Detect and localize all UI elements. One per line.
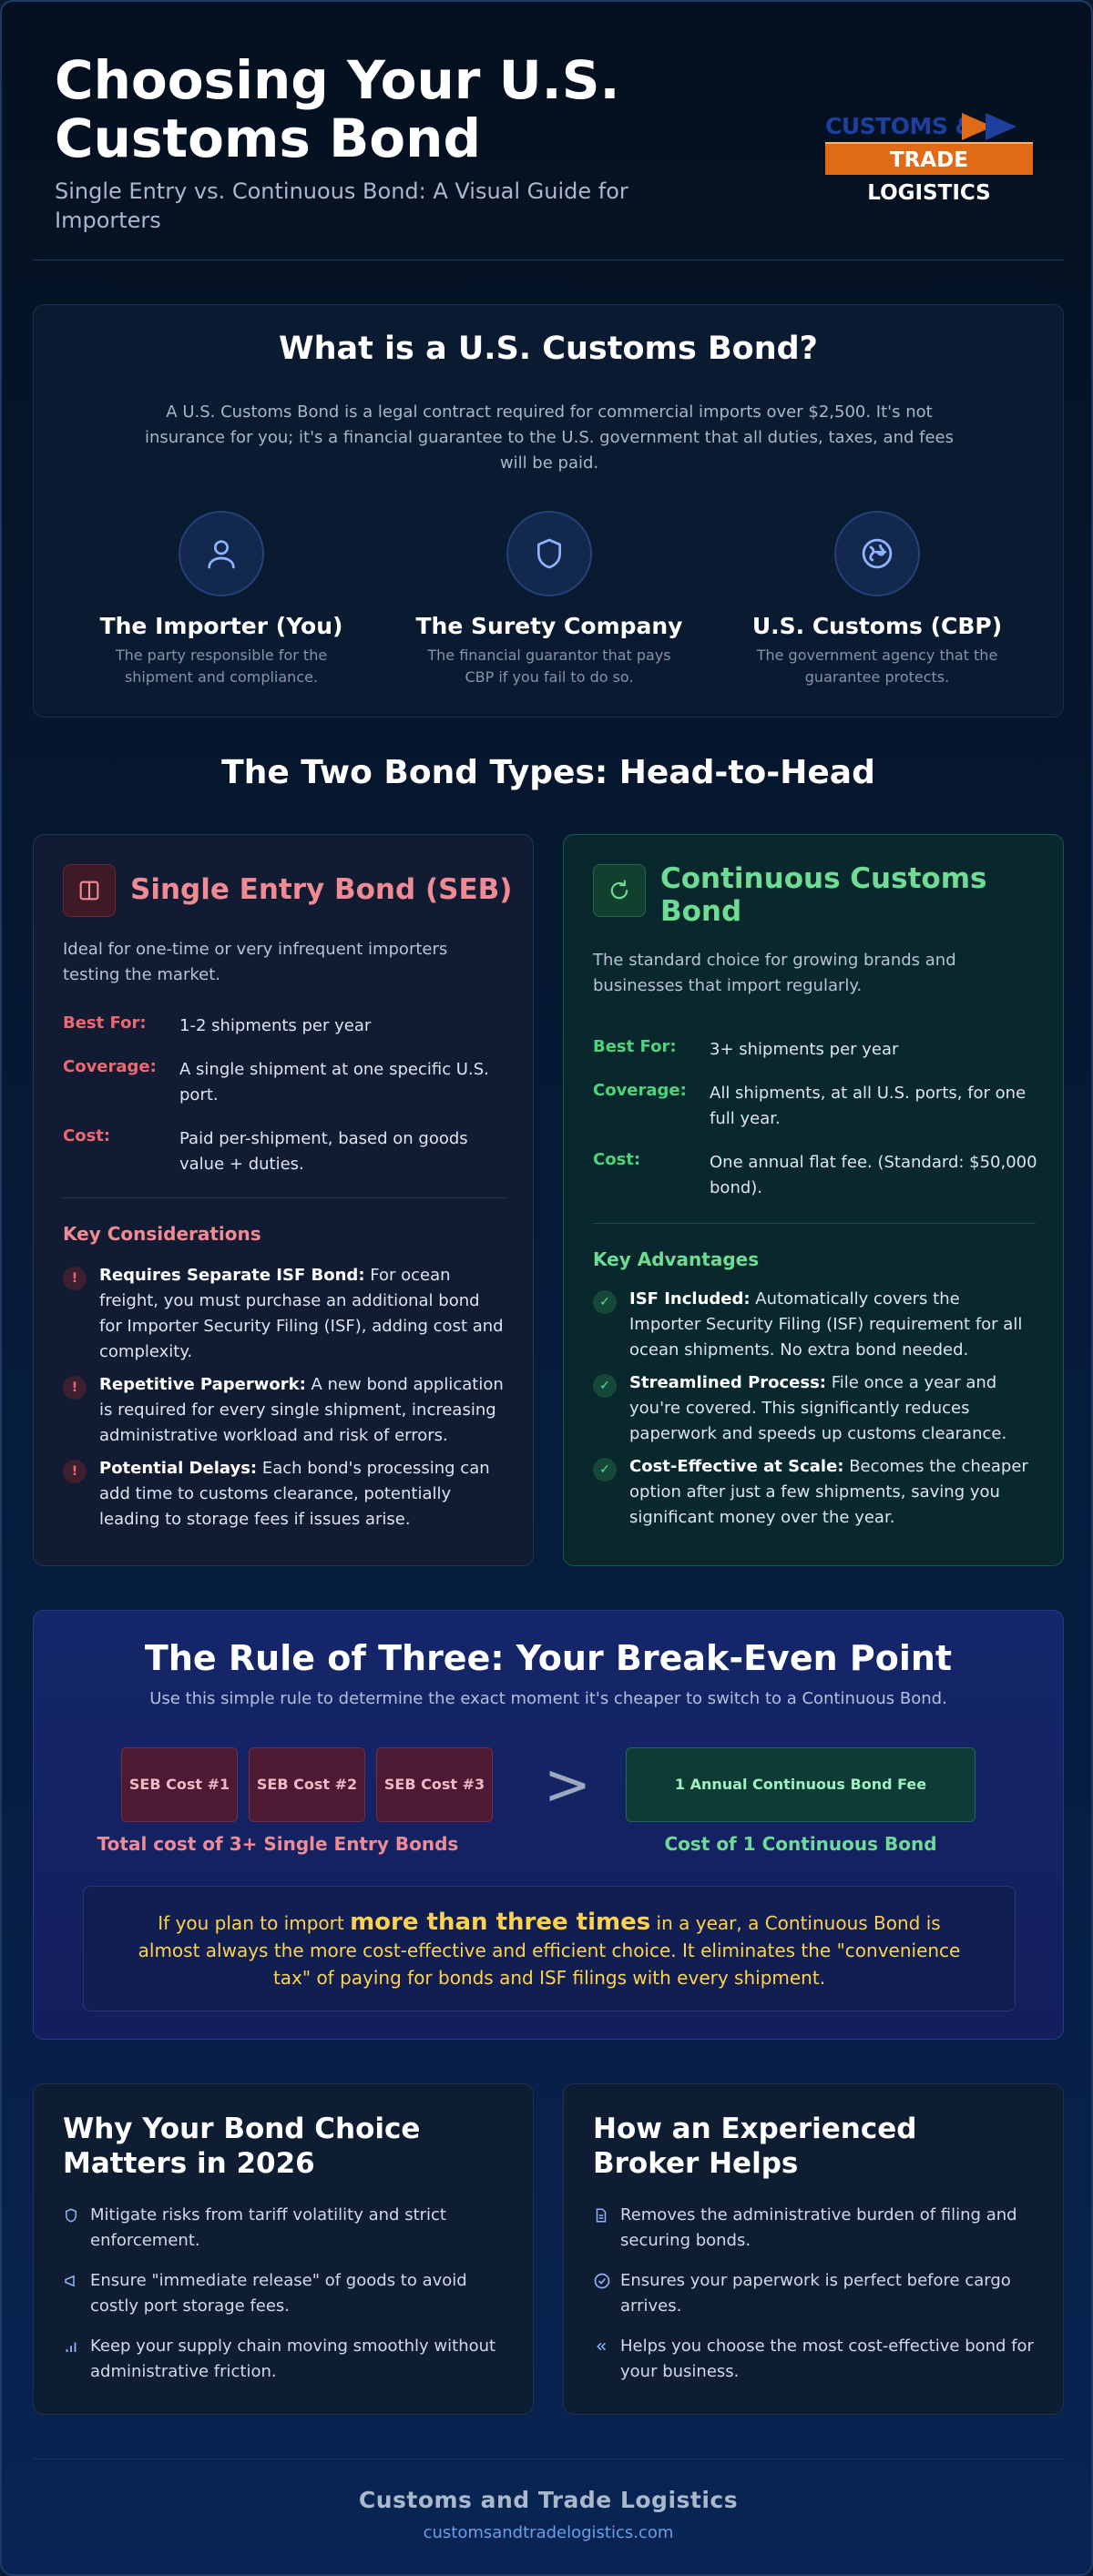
- ccb-fee-box: 1 Annual Continuous Bond Fee: [626, 1747, 976, 1822]
- kv-label: Coverage:: [63, 1057, 157, 1076]
- party-name: U.S. Customs (CBP): [751, 613, 1003, 639]
- broker-helps-card: [563, 2083, 1064, 2415]
- why-title: Why Your Bond Choice Matters in 2026: [63, 2113, 421, 2180]
- government-icon: [834, 511, 920, 596]
- check-icon: ✓: [593, 1374, 617, 1398]
- party-surety: [394, 511, 704, 688]
- chevrons-left-icon: [593, 2337, 609, 2356]
- logo-text-bottom: TRADE LOGISTICS: [825, 142, 1033, 175]
- warning-icon: !: [63, 1460, 87, 1483]
- item-text: For ocean freight, you must purchase an additional bond for Importer Security Filing (ISF), adding cost and complexity.: [99, 1266, 504, 1361]
- seb-list-title: Key Considerations: [63, 1223, 261, 1245]
- bar-chart-icon: [63, 2337, 79, 2356]
- ccb-total-label: Cost of 1 Continuous Bond: [664, 1833, 937, 1855]
- header: [33, 33, 1064, 260]
- kv-value: Paid per-shipment, based on goods value + duties.: [179, 1129, 468, 1174]
- kv-value: One annual flat fee. (Standard: $50,000 bond).: [710, 1153, 1037, 1197]
- footer: [33, 2459, 1064, 2550]
- ccb-list-title: Key Advantages: [593, 1248, 760, 1270]
- check-icon: ✓: [593, 1290, 617, 1314]
- kv-value: 3+ shipments per year: [710, 1040, 899, 1059]
- warning-icon: !: [63, 1376, 87, 1400]
- page-title: Choosing Your U.S. Customs Bond: [55, 49, 620, 169]
- kv-label: Cost:: [63, 1126, 111, 1145]
- seb-title: Single Entry Bond (SEB): [130, 873, 513, 906]
- item-text: File once a year and you're covered. This significantly reduces paperwork and speeds up customs clearance.: [629, 1373, 1007, 1443]
- logo-arrow-icon: [986, 113, 1016, 140]
- what-is-bond-card: [33, 304, 1064, 718]
- divider: [63, 1197, 506, 1198]
- item-bold: ISF Included:: [629, 1289, 751, 1308]
- item-text: Mitigate risks from tariff volatility and strict enforcement.: [90, 2205, 446, 2250]
- item-text: Each bond's processing can add time to customs clearance, potentially leading to storage fees if issues arise.: [99, 1459, 490, 1529]
- continuous-bond-card: [563, 834, 1064, 1566]
- rule-title: The Rule of Three: Your Break-Even Point: [144, 1638, 953, 1678]
- ccb-title: Continuous Customs Bond: [660, 862, 987, 928]
- item-text: Removes the administrative burden of filing and securing bonds.: [620, 2205, 1017, 2250]
- page-subtitle: Single Entry vs. Continuous Bond: A Visual Guide for Importers: [55, 178, 628, 233]
- document-icon: [593, 2206, 609, 2225]
- item-bold: Cost-Effective at Scale:: [629, 1457, 844, 1476]
- item-bold: Potential Delays:: [99, 1459, 258, 1478]
- party-importer: [66, 511, 376, 688]
- kv-value: 1-2 shipments per year: [179, 1016, 372, 1035]
- item-text: Helps you choose the most cost-effective bond for your business.: [620, 2337, 1034, 2381]
- what-is-title: What is a U.S. Customs Bond?: [279, 331, 818, 367]
- megaphone-icon: [63, 2272, 79, 2290]
- item-bold: Requires Separate ISF Bond:: [99, 1266, 365, 1285]
- seb-cost-box: SEB Cost #2: [249, 1747, 365, 1822]
- kv-value: A single shipment at one specific U.S. port.: [179, 1060, 489, 1105]
- rule-subtitle: Use this simple rule to determine the exact moment it's cheaper to switch to a Continuous Bond.: [149, 1689, 947, 1708]
- kv-label: Best For:: [63, 1013, 147, 1033]
- note-post: in a year, a Continuous Bond is almost always the more cost-effective and efficient choice. It eliminates the "convenience tax" of paying for bonds and ISF filings with every shipment.: [138, 1912, 961, 1989]
- what-is-body: A U.S. Customs Bond is a legal contract required for commercial imports over $2,500. It's not insurance for you; it's a financial guarantee to the U.S. government that all duties, taxes, and fees will be paid.: [144, 402, 954, 473]
- item-bold: Repetitive Paperwork:: [99, 1375, 306, 1394]
- company-logo: [825, 113, 1044, 204]
- item-text: Keep your supply chain moving smoothly without administrative friction.: [90, 2337, 496, 2381]
- seb-cost-box: SEB Cost #1: [121, 1747, 238, 1822]
- shield-icon: [506, 511, 592, 596]
- user-icon: [179, 511, 264, 596]
- party-desc: The financial guarantor that pays CBP if you fail to do so.: [427, 647, 671, 686]
- rule-of-three-card: [33, 1610, 1064, 2040]
- party-name: The Importer (You): [99, 613, 343, 639]
- kv-label: Best For:: [593, 1037, 677, 1056]
- item-text: Ensure "immediate release" of goods to avoid costly port storage fees.: [90, 2271, 467, 2316]
- party-desc: The party responsible for the shipment and compliance.: [115, 647, 328, 686]
- logo-text-top: CUSTOMS &: [825, 113, 975, 139]
- seb-desc: Ideal for one-time or very infrequent importers testing the market.: [63, 940, 448, 984]
- check-icon: ✓: [593, 1458, 617, 1481]
- refresh-icon: [593, 864, 646, 917]
- footer-company-name: Customs and Trade Logistics: [358, 2487, 739, 2513]
- broker-title: How an Experienced Broker Helps: [593, 2113, 917, 2180]
- note-highlight: more than three times: [350, 1909, 651, 1936]
- party-cbp: [722, 511, 1032, 688]
- kv-label: Coverage:: [593, 1081, 687, 1100]
- book-icon: [63, 864, 116, 917]
- why-matters-card: [33, 2083, 534, 2415]
- party-desc: The government agency that the guarantee protects.: [756, 647, 998, 686]
- kv-label: Cost:: [593, 1150, 641, 1169]
- divider: [593, 1223, 1036, 1224]
- warning-icon: !: [63, 1267, 87, 1290]
- note-pre: If you plan to import: [158, 1912, 351, 1934]
- party-name: The Surety Company: [415, 613, 683, 639]
- kv-value: All shipments, at all U.S. ports, for one full year.: [710, 1084, 1027, 1128]
- ccb-desc: The standard choice for growing brands and businesses that import regularly.: [593, 951, 956, 995]
- seb-cost-box: SEB Cost #3: [376, 1747, 493, 1822]
- item-text: Automatically covers the Importer Security Filing (ISF) requirement for all ocean shipments. No extra bond needed.: [629, 1289, 1023, 1359]
- rule-note: [83, 1886, 1016, 2011]
- comparison-title: The Two Bond Types: Head-to-Head: [221, 754, 875, 791]
- item-text: A new bond application is required for every single shipment, increasing administrative workload and risk of errors.: [99, 1375, 504, 1445]
- shield-icon: [63, 2206, 79, 2225]
- item-bold: Streamlined Process:: [629, 1373, 827, 1392]
- item-text: Becomes the cheaper option after just a few shipments, saving you significant money over the year.: [629, 1457, 1028, 1527]
- check-circle-icon: [593, 2272, 609, 2290]
- seb-total-label: Total cost of 3+ Single Entry Bonds: [97, 1833, 459, 1855]
- item-text: Ensures your paperwork is perfect before cargo arrives.: [620, 2271, 1011, 2316]
- greater-than-symbol: >: [544, 1751, 591, 1817]
- footer-website-link[interactable]: customsandtradelogistics.com: [423, 2523, 674, 2542]
- single-entry-bond-card: [33, 834, 534, 1566]
